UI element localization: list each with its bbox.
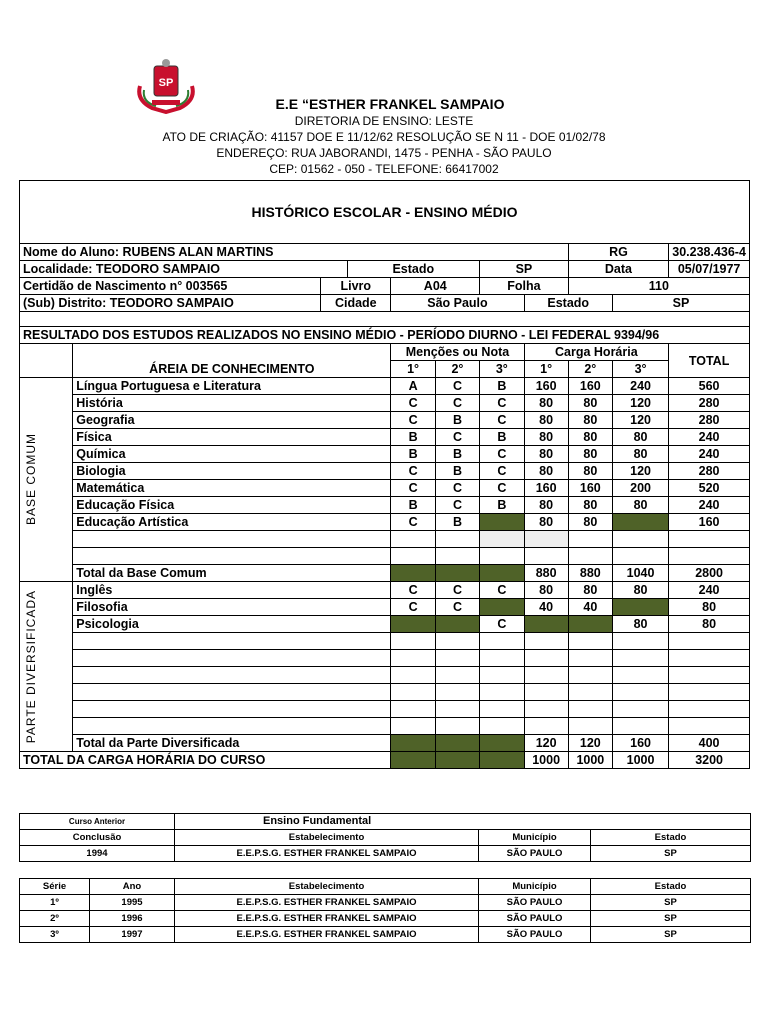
blank-cell xyxy=(480,684,524,701)
filled-cell xyxy=(435,565,479,582)
subject-m1: B xyxy=(391,446,435,463)
subject-h1: 80 xyxy=(524,395,568,412)
blank-cell xyxy=(73,531,391,548)
subject-h3: 80 xyxy=(612,616,668,633)
section-side-label xyxy=(20,582,73,752)
blank-cell xyxy=(480,531,524,548)
blank-cell xyxy=(435,667,479,684)
subject-name: Química xyxy=(73,446,391,463)
blank-cell xyxy=(480,701,524,718)
subject-m3: C xyxy=(480,480,524,497)
blank-cell xyxy=(669,531,750,548)
course-value: Ensino Fundamental xyxy=(175,814,751,830)
subject-h1: 80 xyxy=(524,412,568,429)
subject-h1: 160 xyxy=(524,480,568,497)
section-total-row xyxy=(20,565,750,582)
base-comum-section xyxy=(20,378,750,582)
subject-m3: C xyxy=(480,616,524,633)
filled-cell xyxy=(435,616,479,633)
series-est: E.E.P.S.G. ESTHER FRANKEL SAMPAIO xyxy=(175,895,479,911)
year-header: Ano xyxy=(90,879,175,895)
state-label: Estado xyxy=(347,261,480,278)
subject-m2: C xyxy=(435,480,479,497)
blank-cell xyxy=(612,718,668,735)
blank-cell xyxy=(612,548,668,565)
blank-cell xyxy=(612,531,668,548)
section-total-label: Total da Parte Diversificada xyxy=(73,735,391,752)
blank-cell xyxy=(435,684,479,701)
blank-cell xyxy=(568,548,612,565)
subject-row xyxy=(20,480,750,497)
blank-cell xyxy=(524,718,568,735)
page-label: Folha xyxy=(480,278,569,295)
subject-h2: 80 xyxy=(568,582,612,599)
subject-name: Língua Portuguesa e Literatura xyxy=(73,378,391,395)
hours-year-1: 1° xyxy=(524,361,568,378)
blank-cell xyxy=(435,633,479,650)
subject-name: Psicologia xyxy=(73,616,391,633)
mention-year-2: 2° xyxy=(435,361,479,378)
section-total-total: 2800 xyxy=(669,565,750,582)
page-value: 110 xyxy=(568,278,749,295)
subject-h1: 40 xyxy=(524,599,568,616)
subject-row xyxy=(20,395,750,412)
filled-cell xyxy=(480,735,524,752)
subject-m2: B xyxy=(435,412,479,429)
subject-m1: C xyxy=(391,480,435,497)
subject-h3: 80 xyxy=(612,582,668,599)
city-header: Município xyxy=(479,879,591,895)
subject-row xyxy=(20,582,750,599)
blank-cell xyxy=(568,701,612,718)
blank-cell xyxy=(669,548,750,565)
city-label: Cidade xyxy=(321,295,391,312)
subject-h1: 80 xyxy=(524,497,568,514)
blank-cell xyxy=(669,667,750,684)
blank-cell xyxy=(669,684,750,701)
section-total-h2: 880 xyxy=(568,565,612,582)
mention-year-3: 3° xyxy=(480,361,524,378)
blank-cell xyxy=(480,650,524,667)
subject-m1: C xyxy=(391,395,435,412)
filled-cell xyxy=(391,616,435,633)
subject-name: Filosofia xyxy=(73,599,391,616)
blank-cell xyxy=(524,633,568,650)
document-title: HISTÓRICO ESCOLAR - ENSINO MÉDIO xyxy=(20,181,750,244)
svg-text:SP: SP xyxy=(158,77,174,89)
institution-name: E.E.P.S.G. ESTHER FRANKEL SAMPAIO xyxy=(175,846,479,862)
blank-cell xyxy=(568,667,612,684)
subject-m3: C xyxy=(480,412,524,429)
subject-total: 280 xyxy=(669,412,750,429)
subject-m2: C xyxy=(435,599,479,616)
serie-header: Série xyxy=(20,879,90,895)
state-label: Estado xyxy=(591,830,751,846)
date-value: 05/07/1977 xyxy=(669,261,750,278)
series-uf: SP xyxy=(591,895,751,911)
blank-cell xyxy=(391,718,435,735)
subject-name: Inglês xyxy=(73,582,391,599)
subject-m1: C xyxy=(391,412,435,429)
subject-h2: 80 xyxy=(568,446,612,463)
subject-m1: A xyxy=(391,378,435,395)
subject-h2: 80 xyxy=(568,429,612,446)
section-label: BASE COMUM xyxy=(24,433,38,526)
corner-cell xyxy=(20,344,73,378)
contact: CEP: 01562 - 050 - TELEFONE: 66417002 xyxy=(269,162,499,176)
address: ENDEREÇO: RUA JABORANDI, 1475 - PENHA - SÃO PAULO xyxy=(216,146,552,160)
hours-header: Carga Horária xyxy=(524,344,669,361)
school-name: E.E “ESTHER FRANKEL SAMPAIO xyxy=(275,96,505,112)
section-side-label xyxy=(20,378,73,582)
subject-m1: C xyxy=(391,599,435,616)
filled-cell xyxy=(612,599,668,616)
mentions-header: Menções ou Nota xyxy=(391,344,524,361)
filled-cell xyxy=(568,616,612,633)
series-row xyxy=(20,895,751,911)
blank-cell xyxy=(568,650,612,667)
subject-total: 280 xyxy=(669,395,750,412)
blank-row xyxy=(20,667,750,684)
institution-label: Estabelecimento xyxy=(175,830,479,846)
filled-cell xyxy=(480,514,524,531)
filled-cell xyxy=(480,565,524,582)
subject-name: Biologia xyxy=(73,463,391,480)
blank-cell xyxy=(435,548,479,565)
subject-h1: 160 xyxy=(524,378,568,395)
conclusion-label: Conclusão xyxy=(20,830,175,846)
section-total-h2: 120 xyxy=(568,735,612,752)
subject-row xyxy=(20,446,750,463)
grand-total-label: TOTAL DA CARGA HORÁRIA DO CURSO xyxy=(20,752,391,769)
subject-total: 80 xyxy=(669,616,750,633)
filled-cell xyxy=(612,514,668,531)
blank-cell xyxy=(480,633,524,650)
subject-row xyxy=(20,616,750,633)
blank-cell xyxy=(612,667,668,684)
series-mun: SÃO PAULO xyxy=(479,911,591,927)
series-est: E.E.P.S.G. ESTHER FRANKEL SAMPAIO xyxy=(175,927,479,943)
total-header: TOTAL xyxy=(669,344,750,378)
subject-total: 240 xyxy=(669,429,750,446)
blank-cell xyxy=(524,650,568,667)
filled-cell xyxy=(391,565,435,582)
grand-total-total: 3200 xyxy=(669,752,750,769)
blank-cell xyxy=(669,633,750,650)
subject-h3: 120 xyxy=(612,463,668,480)
subject-h1: 80 xyxy=(524,446,568,463)
grand-total-row xyxy=(20,752,750,769)
creation-act: ATO DE CRIAÇÃO: 41157 DOE E 11/12/62 RESOLUÇÃO SE N 11 - DOE 01/02/78 xyxy=(162,130,606,144)
subject-h2: 80 xyxy=(568,514,612,531)
blank-cell xyxy=(524,667,568,684)
hours-year-3: 3° xyxy=(612,361,668,378)
subject-h3: 200 xyxy=(612,480,668,497)
subject-row xyxy=(20,378,750,395)
parte-diversificada-section xyxy=(20,582,750,752)
series-mun: SÃO PAULO xyxy=(479,927,591,943)
blank-cell xyxy=(391,684,435,701)
directorate: DIRETORIA DE ENSINO: LESTE xyxy=(294,114,474,128)
subject-m3: C xyxy=(480,446,524,463)
city-name: SÃO PAULO xyxy=(479,846,591,862)
book-value: A04 xyxy=(391,278,480,295)
area-header: ÁREIA DE CONHECIMENTO xyxy=(73,344,391,378)
blank-cell xyxy=(480,667,524,684)
blank-cell xyxy=(669,718,750,735)
subject-m3: B xyxy=(480,429,524,446)
filled-cell xyxy=(480,599,524,616)
subject-m2: B xyxy=(435,446,479,463)
institution-header: Estabelecimento xyxy=(175,879,479,895)
subject-h3: 120 xyxy=(612,395,668,412)
series-table xyxy=(19,878,751,943)
subject-h2: 160 xyxy=(568,378,612,395)
blank-cell xyxy=(568,633,612,650)
subject-row xyxy=(20,514,750,531)
subject-h2: 80 xyxy=(568,497,612,514)
info-row xyxy=(20,261,750,278)
blank-row xyxy=(20,718,750,735)
filled-cell xyxy=(391,752,435,769)
subject-row xyxy=(20,463,750,480)
blank-cell xyxy=(612,701,668,718)
blank-cell xyxy=(480,548,524,565)
section-total-row xyxy=(20,735,750,752)
blank-cell xyxy=(73,548,391,565)
series-uf: SP xyxy=(591,911,751,927)
subject-name: Física xyxy=(73,429,391,446)
subject-total: 240 xyxy=(669,497,750,514)
subject-m1: B xyxy=(391,497,435,514)
blank-cell xyxy=(435,701,479,718)
blank-cell xyxy=(391,531,435,548)
city-label: Município xyxy=(479,830,591,846)
blank-cell xyxy=(391,667,435,684)
section-total-label: Total da Base Comum xyxy=(73,565,391,582)
blank-cell xyxy=(73,650,391,667)
city-value: São Paulo xyxy=(391,295,524,312)
blank-cell xyxy=(391,633,435,650)
series-row xyxy=(20,911,751,927)
subject-m3: C xyxy=(480,582,524,599)
blank-cell xyxy=(73,718,391,735)
blank-row xyxy=(20,650,750,667)
subject-h3: 240 xyxy=(612,378,668,395)
subject-total: 280 xyxy=(669,463,750,480)
subject-row xyxy=(20,412,750,429)
results-title: RESULTADO DOS ESTUDOS REALIZADOS NO ENSINO MÉDIO - PERÍODO DIURNO - LEI FEDERAL 9394/96 xyxy=(20,327,750,344)
spacer-row xyxy=(20,312,750,327)
conclusion-year: 1994 xyxy=(20,846,175,862)
subject-h3: 80 xyxy=(612,446,668,463)
subject-m2: B xyxy=(435,514,479,531)
blank-cell xyxy=(612,650,668,667)
subject-h1: 80 xyxy=(524,514,568,531)
subject-h1: 80 xyxy=(524,463,568,480)
blank-cell xyxy=(524,684,568,701)
series-row xyxy=(20,927,751,943)
subject-m1: C xyxy=(391,514,435,531)
state-name: SP xyxy=(591,846,751,862)
subject-total: 560 xyxy=(669,378,750,395)
series-mun: SÃO PAULO xyxy=(479,895,591,911)
subject-h3: 80 xyxy=(612,429,668,446)
mention-year-1: 1° xyxy=(391,361,435,378)
series-ano: 1996 xyxy=(90,911,175,927)
filled-cell xyxy=(391,735,435,752)
series-est: E.E.P.S.G. ESTHER FRANKEL SAMPAIO xyxy=(175,911,479,927)
blank-row xyxy=(20,633,750,650)
subject-h3: 120 xyxy=(612,412,668,429)
blank-row xyxy=(20,701,750,718)
subject-total: 240 xyxy=(669,446,750,463)
subject-name: História xyxy=(73,395,391,412)
subject-m2: C xyxy=(435,395,479,412)
blank-cell xyxy=(435,650,479,667)
blank-cell xyxy=(669,701,750,718)
blank-cell xyxy=(435,531,479,548)
subject-m3: C xyxy=(480,463,524,480)
section-total-h1: 120 xyxy=(524,735,568,752)
subject-m2: C xyxy=(435,429,479,446)
district: (Sub) Distrito: TEODORO SAMPAIO xyxy=(20,295,321,312)
state2-label: Estado xyxy=(524,295,612,312)
grand-total-h2: 1000 xyxy=(568,752,612,769)
blank-cell xyxy=(435,718,479,735)
subject-m3: B xyxy=(480,497,524,514)
blank-cell xyxy=(73,633,391,650)
blank-row xyxy=(20,531,750,548)
blank-cell xyxy=(480,718,524,735)
subject-m2: C xyxy=(435,378,479,395)
section-label: PARTE DIVERSIFICADA xyxy=(24,589,38,744)
blank-cell xyxy=(524,531,568,548)
subject-h1: 80 xyxy=(524,429,568,446)
subject-row xyxy=(20,599,750,616)
series-serie: 1º xyxy=(20,895,90,911)
section-total-h1: 880 xyxy=(524,565,568,582)
filled-cell xyxy=(524,616,568,633)
blank-cell xyxy=(73,701,391,718)
blank-cell xyxy=(524,548,568,565)
subject-m3: B xyxy=(480,378,524,395)
subject-h3: 80 xyxy=(612,497,668,514)
blank-cell xyxy=(568,531,612,548)
subject-h2: 80 xyxy=(568,463,612,480)
subject-m2: B xyxy=(435,463,479,480)
rg-label: RG xyxy=(568,244,668,261)
blank-cell xyxy=(568,684,612,701)
section-total-h3: 160 xyxy=(612,735,668,752)
subject-total: 240 xyxy=(669,582,750,599)
state2-value: SP xyxy=(612,295,749,312)
book-label: Livro xyxy=(321,278,391,295)
blank-cell xyxy=(669,650,750,667)
subject-name: Educação Artística xyxy=(73,514,391,531)
date-label: Data xyxy=(568,261,668,278)
subject-total: 520 xyxy=(669,480,750,497)
transcript-table xyxy=(19,180,750,769)
grand-total-h3: 1000 xyxy=(612,752,668,769)
subject-h2: 80 xyxy=(568,412,612,429)
series-serie: 2º xyxy=(20,911,90,927)
state-header: Estado xyxy=(591,879,751,895)
subject-m1: C xyxy=(391,582,435,599)
series-ano: 1995 xyxy=(90,895,175,911)
blank-cell xyxy=(612,684,668,701)
subject-h2: 160 xyxy=(568,480,612,497)
subject-total: 160 xyxy=(669,514,750,531)
student-name: Nome do Aluno: RUBENS ALAN MARTINS xyxy=(20,244,569,261)
filled-cell xyxy=(480,752,524,769)
subject-m3: C xyxy=(480,395,524,412)
subject-m2: C xyxy=(435,582,479,599)
series-ano: 1997 xyxy=(90,927,175,943)
subject-total: 80 xyxy=(669,599,750,616)
subject-m2: C xyxy=(435,497,479,514)
rg-value: 30.238.436-4 xyxy=(669,244,750,261)
blank-cell xyxy=(391,701,435,718)
series-serie: 3º xyxy=(20,927,90,943)
blank-cell xyxy=(73,667,391,684)
subject-name: Educação Física xyxy=(73,497,391,514)
section-total-total: 400 xyxy=(669,735,750,752)
series-uf: SP xyxy=(591,927,751,943)
subject-name: Geografia xyxy=(73,412,391,429)
subject-m1: B xyxy=(391,429,435,446)
blank-cell xyxy=(612,633,668,650)
course-label: Curso Anterior xyxy=(20,814,175,830)
filled-cell xyxy=(435,752,479,769)
filled-cell xyxy=(435,735,479,752)
previous-course-table xyxy=(19,813,751,862)
blank-cell xyxy=(568,718,612,735)
blank-cell xyxy=(524,701,568,718)
subject-h2: 80 xyxy=(568,395,612,412)
subject-name: Matemática xyxy=(73,480,391,497)
school-header xyxy=(0,95,768,177)
subject-row xyxy=(20,497,750,514)
blank-row xyxy=(20,684,750,701)
subject-h1: 80 xyxy=(524,582,568,599)
hours-year-2: 2° xyxy=(568,361,612,378)
grand-total-h1: 1000 xyxy=(524,752,568,769)
blank-cell xyxy=(391,650,435,667)
state-value: SP xyxy=(480,261,569,278)
subject-h2: 40 xyxy=(568,599,612,616)
subject-row xyxy=(20,429,750,446)
birth-certificate: Certidão de Nascimento n° 003565 xyxy=(20,278,321,295)
locality: Localidade: TEODORO SAMPAIO xyxy=(20,261,348,278)
blank-cell xyxy=(73,684,391,701)
blank-row xyxy=(20,548,750,565)
blank-cell xyxy=(391,548,435,565)
subject-m1: C xyxy=(391,463,435,480)
section-total-h3: 1040 xyxy=(612,565,668,582)
